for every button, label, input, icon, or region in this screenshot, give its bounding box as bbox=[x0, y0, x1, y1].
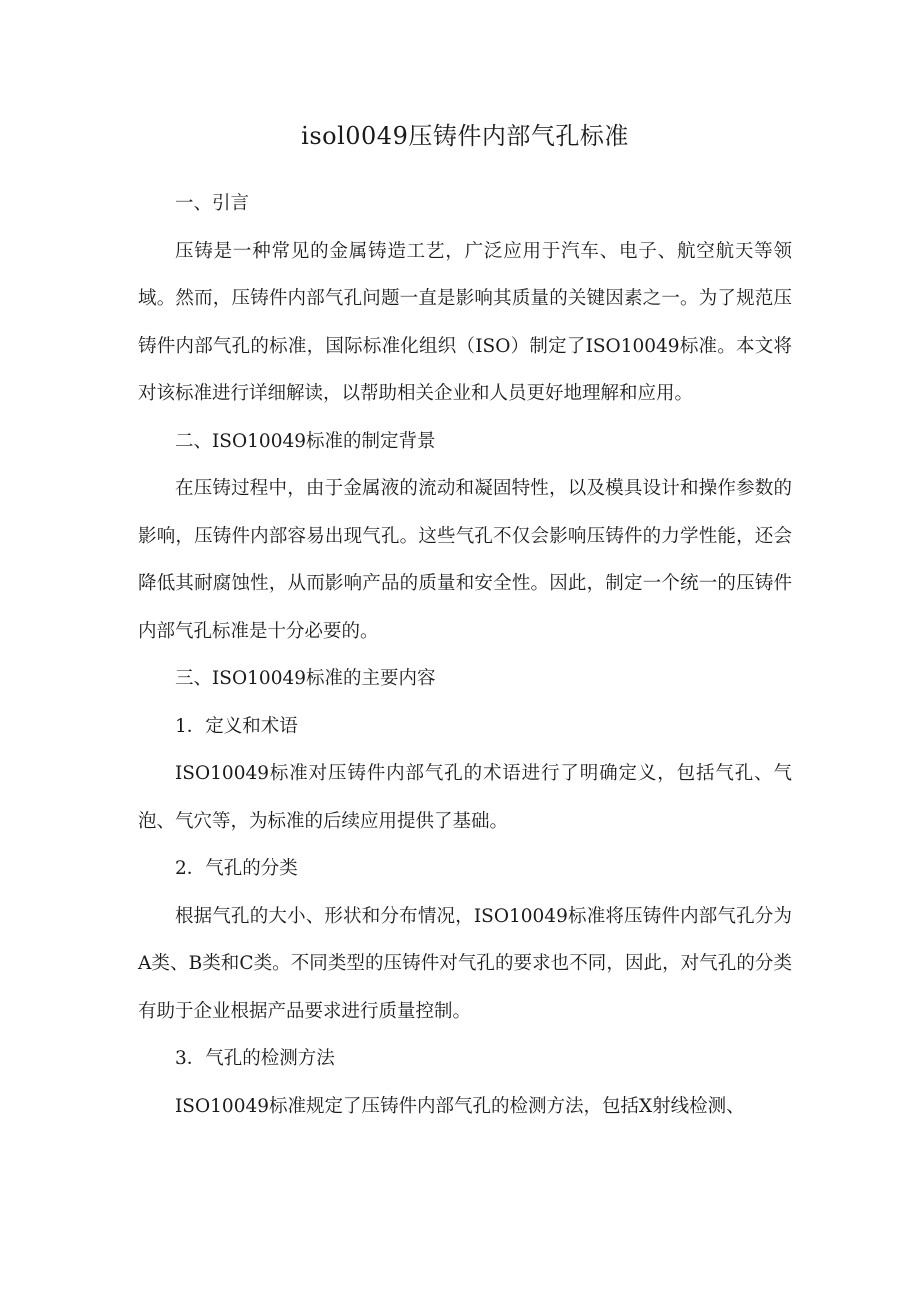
subsection-heading-definitions: 1．定义和术语 bbox=[175, 715, 298, 737]
paragraph-classification: 根据气孔的大小、形状和分布情况，ISO10049标准将压铸件内部气孔分为A类、B类和C类。不同类型的压铸件对气孔的要求也不同，因此，对气孔的分类有助于企业根据产品要求进行质量控制。 bbox=[138, 905, 792, 1022]
paragraph-intro: 压铸是一种常见的金属铸造工艺，广泛应用于汽车、电子、航空航天等领域。然而，压铸件内部气孔问题一直是影响其质量的关键因素之一。为了规范压铸件内部气孔的标准，国际标准化组织（ISO）制定了ISO10049标准。本文将对该标准进行详细解读，以帮助相关企业和人员更好地理解和应用。 bbox=[138, 240, 792, 404]
paragraph-background: 在压铸过程中，由于金属液的流动和凝固特性，以及模具设计和操作参数的影响，压铸件内部容易出现气孔。这些气孔不仅会影响压铸件的力学性能，还会降低其耐腐蚀性，从而影响产品的质量和安全性。因此，制定一个统一的压铸件内部气孔标准是十分必要的。 bbox=[138, 478, 792, 642]
paragraph-detection: ISO10049标准规定了压铸件内部气孔的检测方法，包括X射线检测、 bbox=[175, 1095, 745, 1117]
subsection-heading-classification: 2．气孔的分类 bbox=[175, 858, 298, 879]
section-heading-main-content: 三、ISO10049标准的主要内容 bbox=[175, 668, 436, 689]
document-title: isol0049压铸件内部气孔标准 bbox=[301, 122, 629, 150]
section-heading-background: 二、ISO10049标准的制定背景 bbox=[175, 430, 436, 452]
section-heading-intro: 一、引言 bbox=[175, 193, 250, 214]
document-page bbox=[138, 112, 792, 1130]
paragraph-definitions: ISO10049标准对压铸件内部气孔的术语进行了明确定义，包括气孔、气泡、气穴等，为标准的后续应用提供了基础。 bbox=[138, 763, 792, 832]
subsection-heading-detection: 3．气孔的检测方法 bbox=[175, 1048, 335, 1069]
